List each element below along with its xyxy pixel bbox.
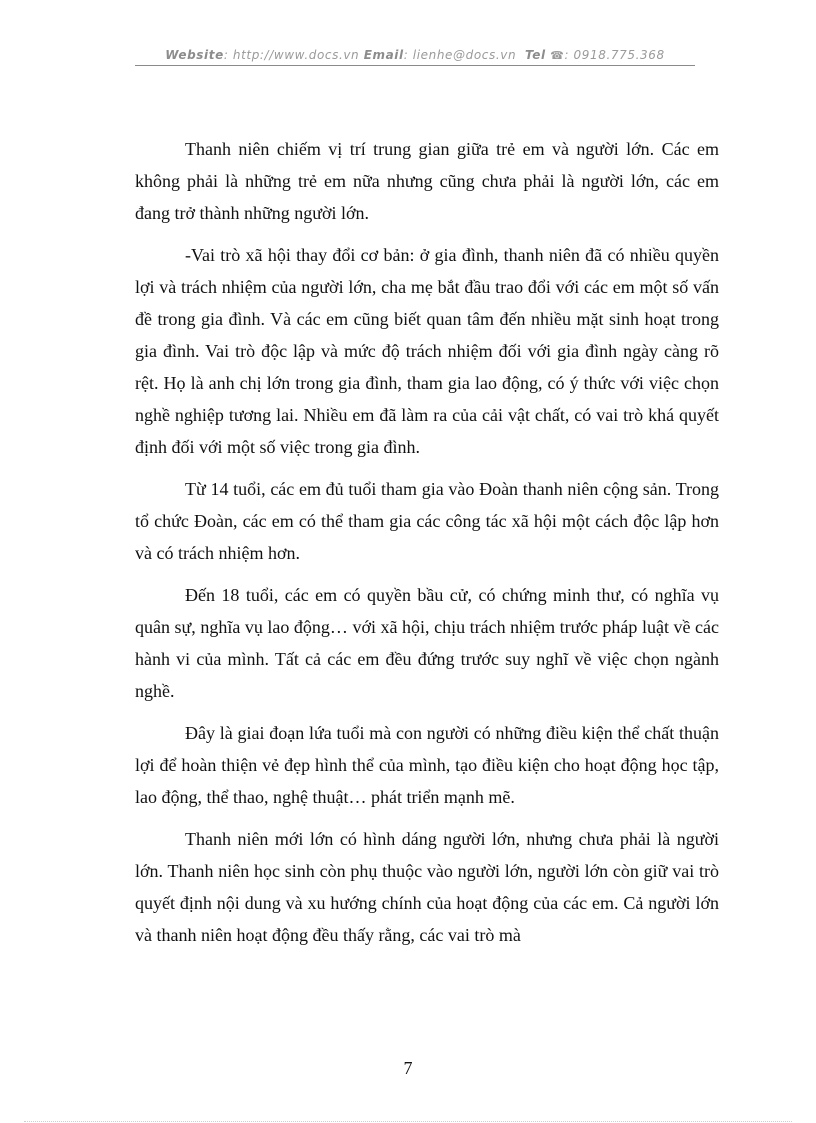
website-value: : http://www.docs.vn [223,48,360,62]
tel-value: : 0918.775.368 [564,48,665,62]
page-header [135,47,695,66]
website-label: Website [165,48,224,62]
page-number: 7 [403,1058,413,1078]
paragraph-4: Đến 18 tuổi, các em có quyền bầu cử, có chứng minh thư, có nghĩa vụ quân sự, nghĩa vụ lao động… với xã hội, chịu trách nhiệm trước pháp luật về các hành vi của mình. Tất cả các em đều đứng trước suy nghĩ về việc chọn ngành nghề. [135,585,719,701]
email-label: Email [363,48,404,62]
tel-label: Tel [525,48,546,62]
paragraph-3: Từ 14 tuổi, các em đủ tuổi tham gia vào Đoàn thanh niên cộng sản. Trong tổ chức Đoàn, các em có thể tham gia các công tác xã hội một cách độc lập hơn và có trách nhiệm hơn. [135,479,719,563]
paragraph-2: -Vai trò xã hội thay đổi cơ bản: ở gia đình, thanh niên đã có nhiều quyền lợi và trách nhiệm của người lớn, cha mẹ bắt đầu trao đổi với các em một số vấn đề trong gia đình. Và các em cũng biết quan tâm đến nhiều mặt sinh hoạt trong gia đình. Vai trò độc lập và mức độ trách nhiệm đối với gia đình ngày càng rõ rệt. Họ là anh chị lớn trong gia đình, tham gia lao động, có ý thức với việc chọn nghề nghiệp tương lai. Nhiều em đã làm ra của cải vật chất, có vai trò khá quyết định đối với một số việc trong gia đình. [135,245,719,457]
document-body [135,133,719,961]
telephone-icon: ☎ [550,49,565,62]
paragraph-5: Đây là giai đoạn lứa tuổi mà con người có những điều kiện thể chất thuận lợi để hoàn thiện vẻ đẹp hình thể của mình, tạo điều kiện cho hoạt động học tập, lao động, thể thao, nghệ thuật… phát triển mạnh mẽ. [135,723,719,807]
paragraph-6: Thanh niên mới lớn có hình dáng người lớn, nhưng chưa phải là người lớn. Thanh niên học sinh còn phụ thuộc vào người lớn, người lớn còn giữ vai trò quyết định nội dung và xu hướng chính của hoạt động của các em. Cả người lớn và thanh niên hoạt động đều thấy rằng, các vai trò mà [135,829,719,945]
paragraph-1: Thanh niên chiếm vị trí trung gian giữa trẻ em và người lớn. Các em không phải là những trẻ em nữa nhưng cũng chưa phải là người lớn, các em đang trở thành những người lớn. [135,139,719,223]
email-value: : lienhe@docs.vn [403,48,517,62]
page-bottom-divider [24,1121,792,1122]
